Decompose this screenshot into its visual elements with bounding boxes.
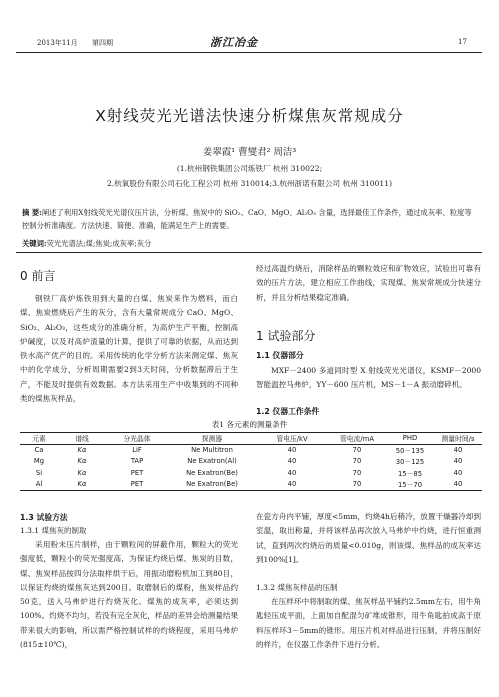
table-row bbox=[20, 456, 482, 468]
table-header-row bbox=[20, 433, 482, 445]
table-row bbox=[20, 479, 482, 491]
table-cell: 70 bbox=[352, 480, 362, 488]
table-cell: Ca bbox=[34, 446, 44, 454]
table-row bbox=[20, 467, 482, 479]
table-cell: 40 bbox=[453, 480, 463, 488]
article-title: X射线荧光光谱法快速分析煤焦灰常规成分 bbox=[95, 107, 404, 125]
table-cell: 40 bbox=[287, 468, 297, 477]
table-caption: 表1 各元素的测量条件 bbox=[211, 420, 288, 429]
section-1-1-heading: 1.1 仪器部分 bbox=[256, 351, 304, 360]
table-cell: Kα bbox=[77, 457, 87, 466]
section-1-3-heading: 1.3 试验方法 bbox=[20, 513, 68, 522]
table-cell: 70 bbox=[352, 457, 362, 466]
table-cell: Mg bbox=[33, 457, 45, 466]
table-cell: Kα bbox=[77, 468, 87, 477]
table-cell: 15－70 bbox=[397, 481, 423, 489]
table-header-cell: 谱线 bbox=[75, 435, 89, 444]
continued-text-2: 在瓷方舟内平铺，厚度<5mm，灼烧4h后稍冷，放置干燥器冷却到室温，取出称量，并将该样品再次放入马弗炉中灼烧，进行恒重测试，直到两次灼烧后的质量<0.010g，则该煤、焦样品的成灰率达到100%[1]。 bbox=[256, 512, 481, 564]
table-header-cell: 探测器 bbox=[201, 435, 223, 444]
abstract-label: 摘 要: bbox=[22, 208, 42, 217]
table-cell: Al bbox=[35, 480, 43, 488]
section-1-2-heading: 1.2 仪器工作条件 bbox=[256, 407, 320, 416]
affiliation-1: (1.杭州钢铁集团公司炼铁厂 杭州 310022; bbox=[176, 164, 323, 173]
table-cell: Ne Exatron(Be) bbox=[186, 480, 238, 488]
table-cell: Kα bbox=[77, 480, 87, 488]
section-0-text: 钢铁厂高炉炼铁用到大量的白煤、焦炭来作为燃料，而白煤、焦炭燃烧后产生的灰分，含有大量常规成分 CaO、MgO、SiO₂、Al₂O₃，这些成分的准确分析，为高炉生产平衡，控制高炉碱度，以及对高炉渣量的计算，提供了可靠的依据，从而达到铁水高产优产的目的。采用传统的化学分析方法来测定煤、焦灰中的化学成分，分析周期需要2到3天时间，分析数据滞后于生产，不能及时提供有效数据。本方法采用生产中收集到的不同种类的煤焦灰样品， bbox=[20, 294, 238, 404]
affiliation-2: 2.杭氧股份有限公司石化工程公司 杭州 310014;3.杭州浙诺有限公司 杭州 310011) bbox=[106, 179, 393, 188]
section-1-3-1-heading: 1.3.1 煤焦灰的制取 bbox=[20, 526, 87, 535]
section-1-3-2-text: 在压样环中将制取的煤、焦灰样品平铺约2.5mm左右，用牛角匙轻压成平面，上面加自配混匀矿堆成锥形，用牛角匙拍成高于原料压样环3－5mm的锥形。用压片机对样品进行压制，并将压制好的样片，在仪器工作条件下进行分析。 bbox=[256, 597, 481, 649]
measurement-table bbox=[20, 432, 482, 491]
keywords-label: 关键词: bbox=[22, 239, 47, 248]
section-1-3-2-heading: 1.3.2 煤焦灰样品的压制 bbox=[256, 583, 338, 592]
table-header-cell: 管电压/kV bbox=[276, 435, 308, 444]
section-0-heading: 0 前言 bbox=[20, 269, 56, 283]
table-header-cell: PHD bbox=[402, 434, 418, 443]
keywords bbox=[22, 237, 477, 250]
table-header-cell: 管电流/mA bbox=[340, 435, 374, 444]
table-row bbox=[20, 444, 482, 456]
table-header-cell: 元素 bbox=[32, 435, 46, 444]
abstract-text: 阐述了利用X射线荧光光谱仪压片法，分析煤、焦炭中的 SiO₂、CaO、MgO、Al₂O₃ 含量，选择最佳工作条件，通过成灰率、粒度等控制分析准确度。方法快速、简便、准确，能满足生产上的需要。 bbox=[22, 208, 472, 230]
table-cell: PET bbox=[130, 480, 144, 488]
table-cell: LiF bbox=[132, 446, 142, 454]
table-cell: 70 bbox=[352, 446, 362, 454]
header-issue: 第四期 bbox=[92, 39, 113, 47]
table-header-cell: 测量时间/s bbox=[441, 435, 475, 444]
table-cell: Ne Multitron bbox=[191, 446, 233, 454]
table-cell: Ne Exatron(Be) bbox=[186, 468, 238, 477]
table-cell: 40 bbox=[287, 446, 297, 454]
table-cell: 40 bbox=[453, 446, 463, 454]
header-rule bbox=[16, 52, 482, 53]
table-cell: Si bbox=[35, 468, 43, 477]
table-cell: 40 bbox=[287, 457, 297, 466]
table-header-cell: 分光晶体 bbox=[123, 435, 151, 444]
table-cell: 40 bbox=[287, 480, 297, 488]
table-cell: Kα bbox=[77, 446, 87, 454]
table-cell: PET bbox=[130, 468, 144, 477]
table-cell: 15－85 bbox=[397, 469, 423, 478]
page-number: 17 bbox=[458, 38, 467, 46]
continued-text: 经过高温灼烧后，消除样品的颗粒效应和矿物效应，试验出可靠有效的压片方法，建立相应工作曲线，实现煤、焦炭常规成分快速分析，并且分析结果稳定准确。 bbox=[256, 264, 481, 302]
table-cell: TAP bbox=[130, 457, 144, 466]
abstract-rule bbox=[16, 252, 482, 253]
table-cell: 70 bbox=[352, 468, 362, 477]
section-1-1-text: MXF－2400 多道同时型 X 射线荧光光谱仪，KSMF－2000 智能温控马弗炉，YY－600 压片机，MS－1－A 振动磨碎机。 bbox=[256, 366, 481, 390]
table-cell: 40 bbox=[453, 468, 463, 477]
table-cell: 40 bbox=[453, 457, 463, 466]
table-cell: 30－125 bbox=[395, 458, 425, 467]
header-date: 2013年11月 bbox=[37, 39, 78, 47]
table-cell: Ne Exatron(Al) bbox=[187, 457, 237, 466]
abstract bbox=[22, 206, 477, 232]
section-1-3-1-text: 采用粉末压片制样，由于颗粒间的屏蔽作用，颗粒大的荧光强度低，颗粒小的荧光强度高，为保证灼烧后煤、焦炭的目数，煤、焦炭样品按四分法取样烘干后，用振动磨粉机加工到80目，以保证灼烧的煤焦灰达到200目。取磨制后的煤粉，焦炭样品约50克，送入马弗炉进行灼烧灰化。煤焦的成灰率，必须达到100%。灼烧不均匀，若没有完全灰化，样品的差异会给测量结果带来很大的影响，所以需严格控制试样的灼烧程度，采用马弗炉(815±10℃)， bbox=[20, 540, 238, 650]
table-cell: 50－135 bbox=[395, 447, 425, 455]
journal-logo: 浙江冶金 bbox=[210, 36, 258, 49]
section-1-heading: 1 试验部分 bbox=[256, 329, 316, 343]
keywords-text: 荧光光谱法;煤;焦炭;成灰率;灰分 bbox=[46, 239, 152, 248]
authors: 姜翠霞¹ 曹燮君² 周洁³ bbox=[202, 147, 297, 158]
